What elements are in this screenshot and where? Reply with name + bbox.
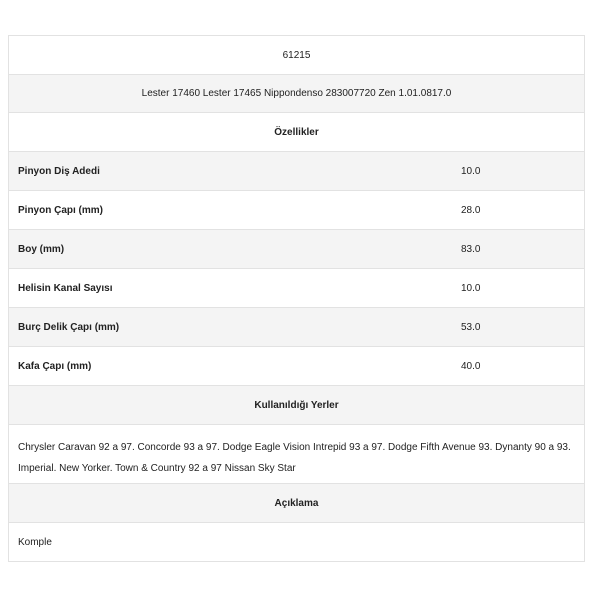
spec-value: 53.0	[461, 321, 481, 333]
spec-row-helix-grooves	[9, 269, 584, 308]
product-code-row	[9, 36, 584, 75]
spec-label: Helisin Kanal Sayısı	[18, 282, 113, 294]
spec-label: Pinyon Çapı (mm)	[18, 204, 104, 216]
usage-text-row	[9, 425, 584, 484]
spec-row-length	[9, 230, 584, 269]
oem-references-row	[9, 75, 584, 113]
product-details-table	[8, 35, 585, 562]
oem-references: Lester 17460 Lester 17465 Nippondenso 283007720 Zen 1.01.0817.0	[141, 88, 452, 99]
usage-header: Kullanıldığı Yerler	[254, 399, 339, 411]
description-header-row	[9, 484, 584, 523]
spec-value: 28.0	[461, 204, 481, 216]
specs-header: Özellikler	[274, 126, 319, 138]
spec-label: Burç Delik Çapı (mm)	[18, 321, 120, 333]
spec-row-pinion-teeth	[9, 152, 584, 191]
spec-row-bushing-bore	[9, 308, 584, 347]
spec-value: 10.0	[461, 282, 481, 294]
spec-value: 40.0	[461, 360, 481, 372]
description-text-row	[9, 523, 584, 562]
usage-header-row	[9, 386, 584, 425]
description-header: Açıklama	[274, 497, 319, 509]
specs-header-row	[9, 113, 584, 152]
spec-value: 10.0	[461, 165, 481, 177]
product-code: 61215	[282, 49, 311, 61]
spec-label: Kafa Çapı (mm)	[18, 360, 92, 372]
spec-label: Boy (mm)	[18, 243, 65, 255]
usage-text: Chrysler Caravan 92 a 97. Concorde 93 a 97. Dodge Eagle Vision Intrepid 93 a 97. Dodge Fifth Avenue 93. Dynanty 90 a 93. Imperial. New Yorker. Town & Country 92 a 97 Nissan Sky Star	[18, 442, 571, 474]
spec-value: 83.0	[461, 243, 481, 255]
spec-row-pinion-diameter	[9, 191, 584, 230]
spec-row-head-diameter	[9, 347, 584, 386]
description-text: Komple	[18, 536, 52, 548]
spec-label: Pinyon Diş Adedi	[18, 165, 100, 177]
